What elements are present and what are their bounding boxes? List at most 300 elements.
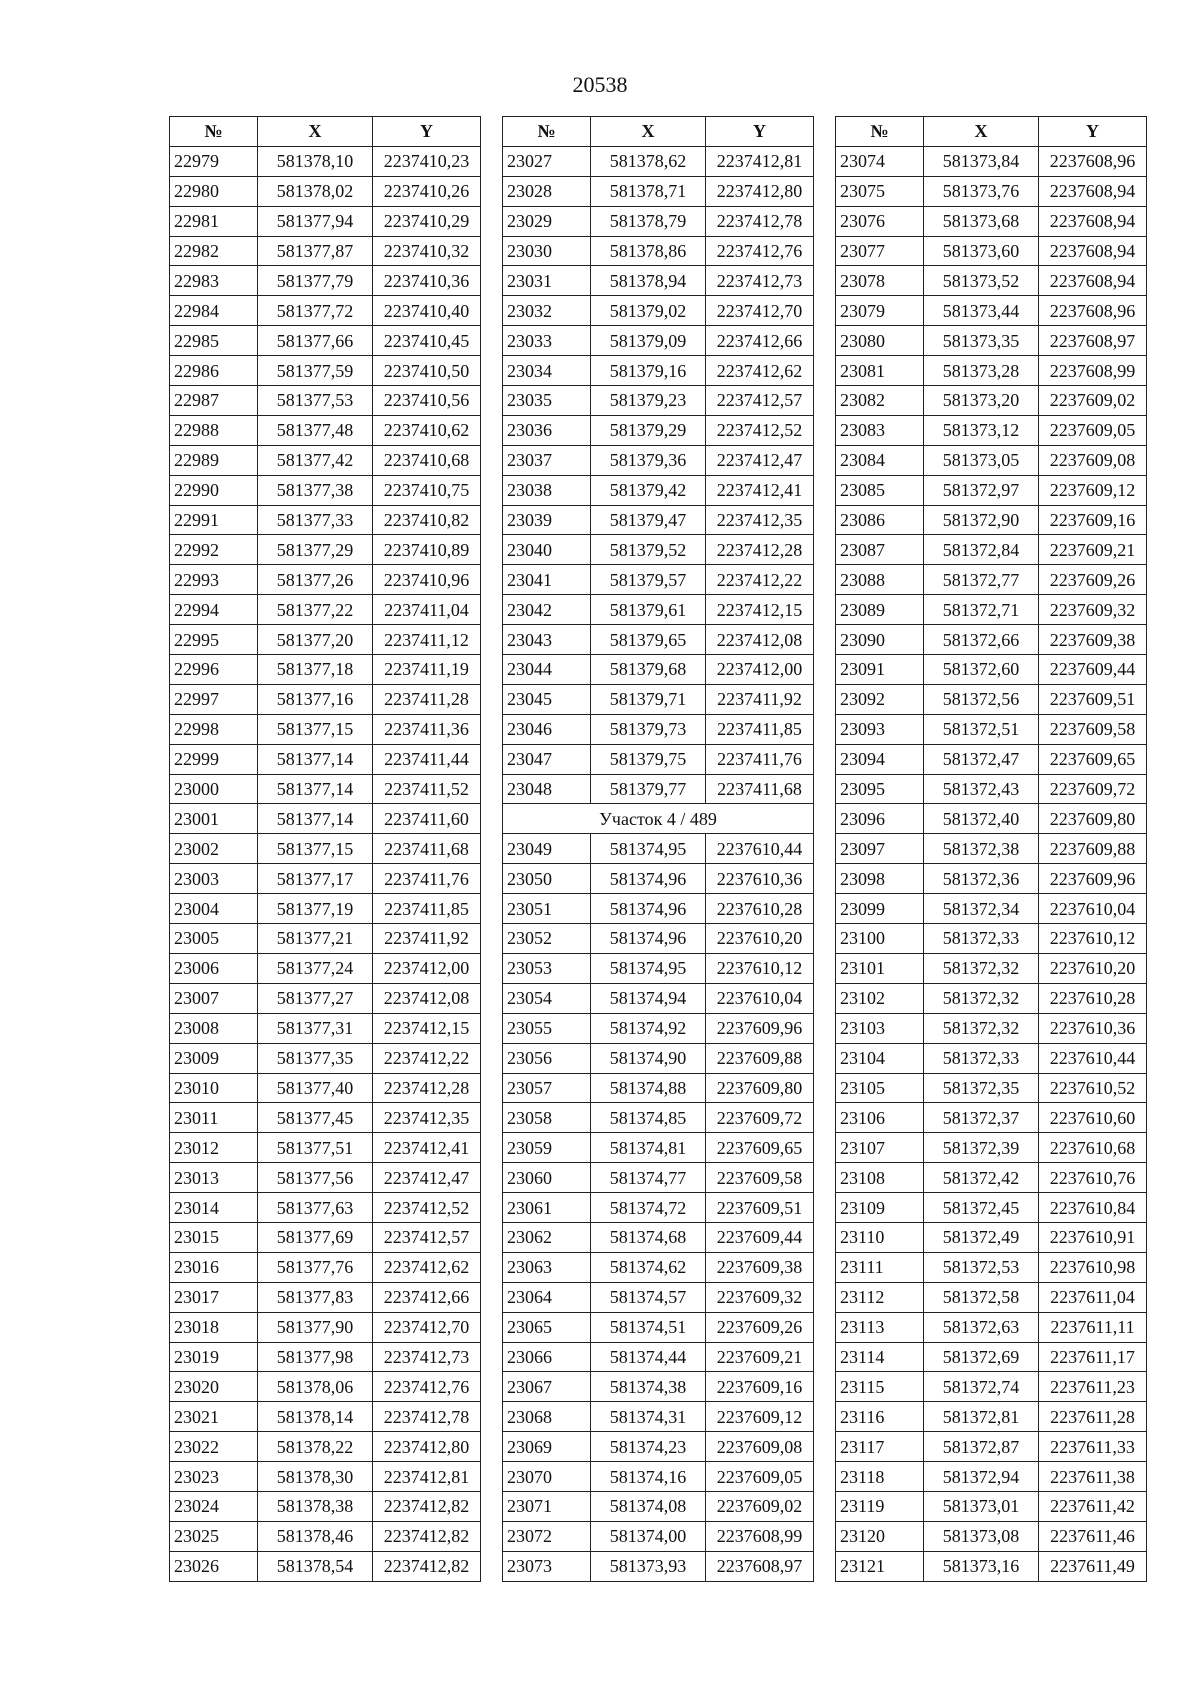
y-coordinate-cell: 2237411,60 (373, 804, 481, 834)
x-coordinate-cell: 581372,53 (924, 1252, 1039, 1282)
y-coordinate-cell: 2237410,26 (373, 176, 481, 206)
table-row (170, 1163, 481, 1193)
y-coordinate-cell: 2237411,68 (373, 834, 481, 864)
y-coordinate-cell: 2237412,81 (373, 1462, 481, 1492)
x-coordinate-cell: 581374,51 (591, 1312, 706, 1342)
x-coordinate-cell: 581378,22 (258, 1432, 373, 1462)
x-coordinate-cell: 581372,47 (924, 744, 1039, 774)
x-coordinate-cell: 581377,21 (258, 924, 373, 954)
point-number-cell: 23058 (503, 1103, 591, 1133)
point-number-cell: 23004 (170, 894, 258, 924)
x-coordinate-cell: 581373,52 (924, 266, 1039, 296)
point-number-cell: 23007 (170, 983, 258, 1013)
point-number-cell: 23088 (836, 565, 924, 595)
point-number-cell: 23051 (503, 894, 591, 924)
x-coordinate-cell: 581373,44 (924, 296, 1039, 326)
y-coordinate-cell: 2237609,16 (1039, 505, 1147, 535)
table-row (836, 804, 1147, 834)
table-row (170, 1222, 481, 1252)
y-coordinate-cell: 2237608,94 (1039, 236, 1147, 266)
x-coordinate-cell: 581373,16 (924, 1551, 1039, 1581)
point-number-cell: 23073 (503, 1551, 591, 1581)
table-row (170, 834, 481, 864)
point-number-cell: 23068 (503, 1402, 591, 1432)
y-coordinate-cell: 2237610,44 (706, 834, 814, 864)
table-row (836, 983, 1147, 1013)
point-number-cell: 23045 (503, 684, 591, 714)
y-coordinate-cell: 2237610,60 (1039, 1103, 1147, 1133)
table-row (836, 1222, 1147, 1252)
point-number-cell: 23026 (170, 1551, 258, 1581)
x-coordinate-cell: 581377,94 (258, 206, 373, 236)
y-coordinate-cell: 2237608,96 (1039, 146, 1147, 176)
point-number-cell: 23061 (503, 1193, 591, 1223)
x-coordinate-cell: 581379,73 (591, 714, 706, 744)
x-coordinate-cell: 581372,66 (924, 625, 1039, 655)
table-row (836, 714, 1147, 744)
x-coordinate-cell: 581377,76 (258, 1252, 373, 1282)
point-number-cell: 23101 (836, 953, 924, 983)
y-coordinate-cell: 2237411,92 (706, 684, 814, 714)
y-coordinate-cell: 2237410,68 (373, 445, 481, 475)
y-coordinate-cell: 2237412,73 (706, 266, 814, 296)
x-coordinate-cell: 581377,16 (258, 684, 373, 714)
y-coordinate-cell: 2237609,08 (1039, 445, 1147, 475)
table-row (170, 206, 481, 236)
table-row (170, 146, 481, 176)
point-number-cell: 23012 (170, 1133, 258, 1163)
y-coordinate-cell: 2237410,40 (373, 296, 481, 326)
table-row (170, 1372, 481, 1402)
y-coordinate-cell: 2237412,35 (706, 505, 814, 535)
x-coordinate-cell: 581378,86 (591, 236, 706, 266)
y-coordinate-cell: 2237611,42 (1039, 1491, 1147, 1521)
table-row (170, 266, 481, 296)
point-number-cell: 23042 (503, 595, 591, 625)
page-number: 20538 (572, 72, 628, 97)
y-coordinate-cell: 2237410,23 (373, 146, 481, 176)
point-number-cell: 23091 (836, 655, 924, 685)
column-header-x: X (258, 117, 373, 147)
table-row (170, 1252, 481, 1282)
y-coordinate-cell: 2237610,04 (706, 983, 814, 1013)
y-coordinate-cell: 2237410,32 (373, 236, 481, 266)
table-row (503, 236, 814, 266)
table-header-row (170, 117, 481, 147)
y-coordinate-cell: 2237610,28 (1039, 983, 1147, 1013)
y-coordinate-cell: 2237410,62 (373, 415, 481, 445)
point-number-cell: 22980 (170, 176, 258, 206)
x-coordinate-cell: 581374,38 (591, 1372, 706, 1402)
y-coordinate-cell: 2237609,51 (1039, 684, 1147, 714)
point-number-cell: 23021 (170, 1402, 258, 1432)
x-coordinate-cell: 581377,51 (258, 1133, 373, 1163)
x-coordinate-cell: 581373,05 (924, 445, 1039, 475)
table-row (836, 1043, 1147, 1073)
column-header-number: № (170, 117, 258, 147)
y-coordinate-cell: 2237412,82 (373, 1551, 481, 1581)
table-row (836, 266, 1147, 296)
table-row (836, 774, 1147, 804)
point-number-cell: 23013 (170, 1163, 258, 1193)
point-number-cell: 23039 (503, 505, 591, 535)
point-number-cell: 23090 (836, 625, 924, 655)
point-number-cell: 23085 (836, 475, 924, 505)
table-row (836, 1163, 1147, 1193)
table-row (836, 1521, 1147, 1551)
point-number-cell: 23094 (836, 744, 924, 774)
point-number-cell: 23059 (503, 1133, 591, 1163)
y-coordinate-cell: 2237412,66 (373, 1282, 481, 1312)
x-coordinate-cell: 581377,38 (258, 475, 373, 505)
table-row (836, 236, 1147, 266)
x-coordinate-cell: 581378,06 (258, 1372, 373, 1402)
y-coordinate-cell: 2237611,11 (1039, 1312, 1147, 1342)
y-coordinate-cell: 2237609,21 (706, 1342, 814, 1372)
x-coordinate-cell: 581372,35 (924, 1073, 1039, 1103)
table-row (503, 176, 814, 206)
point-number-cell: 23098 (836, 864, 924, 894)
y-coordinate-cell: 2237610,20 (706, 924, 814, 954)
point-number-cell: 23036 (503, 415, 591, 445)
x-coordinate-cell: 581377,66 (258, 326, 373, 356)
table-row (836, 146, 1147, 176)
x-coordinate-cell: 581377,22 (258, 595, 373, 625)
y-coordinate-cell: 2237412,52 (373, 1193, 481, 1223)
x-coordinate-cell: 581372,87 (924, 1432, 1039, 1462)
x-coordinate-cell: 581372,33 (924, 1043, 1039, 1073)
x-coordinate-cell: 581377,40 (258, 1073, 373, 1103)
y-coordinate-cell: 2237609,72 (706, 1103, 814, 1133)
table-header-row (503, 117, 814, 147)
table-row (503, 1103, 814, 1133)
table-row (836, 535, 1147, 565)
y-coordinate-cell: 2237611,23 (1039, 1372, 1147, 1402)
table-row (503, 386, 814, 416)
y-coordinate-cell: 2237412,57 (706, 386, 814, 416)
x-coordinate-cell: 581372,36 (924, 864, 1039, 894)
table-row (836, 1282, 1147, 1312)
point-number-cell: 22987 (170, 386, 258, 416)
table-row (170, 804, 481, 834)
coordinates-table-3 (835, 116, 1147, 1582)
point-number-cell: 23050 (503, 864, 591, 894)
table-row (836, 595, 1147, 625)
x-coordinate-cell: 581374,92 (591, 1013, 706, 1043)
point-number-cell: 23117 (836, 1432, 924, 1462)
y-coordinate-cell: 2237411,04 (373, 595, 481, 625)
point-number-cell: 23016 (170, 1252, 258, 1282)
point-number-cell: 23096 (836, 804, 924, 834)
x-coordinate-cell: 581374,44 (591, 1342, 706, 1372)
y-coordinate-cell: 2237412,22 (373, 1043, 481, 1073)
table-row (836, 1073, 1147, 1103)
table-row (836, 1491, 1147, 1521)
point-number-cell: 23034 (503, 356, 591, 386)
x-coordinate-cell: 581377,33 (258, 505, 373, 535)
y-coordinate-cell: 2237411,52 (373, 774, 481, 804)
point-number-cell: 23046 (503, 714, 591, 744)
x-coordinate-cell: 581379,47 (591, 505, 706, 535)
x-coordinate-cell: 581379,57 (591, 565, 706, 595)
table-row (170, 983, 481, 1013)
x-coordinate-cell: 581374,96 (591, 924, 706, 954)
x-coordinate-cell: 581372,58 (924, 1282, 1039, 1312)
x-coordinate-cell: 581377,72 (258, 296, 373, 326)
x-coordinate-cell: 581377,20 (258, 625, 373, 655)
y-coordinate-cell: 2237412,62 (373, 1252, 481, 1282)
x-coordinate-cell: 581372,94 (924, 1462, 1039, 1492)
x-coordinate-cell: 581377,18 (258, 655, 373, 685)
point-number-cell: 23022 (170, 1432, 258, 1462)
y-coordinate-cell: 2237412,41 (706, 475, 814, 505)
x-coordinate-cell: 581373,20 (924, 386, 1039, 416)
table-row (170, 445, 481, 475)
y-coordinate-cell: 2237610,12 (1039, 924, 1147, 954)
y-coordinate-cell: 2237610,04 (1039, 894, 1147, 924)
x-coordinate-cell: 581378,38 (258, 1491, 373, 1521)
point-number-cell: 23005 (170, 924, 258, 954)
point-number-cell: 23111 (836, 1252, 924, 1282)
table-row (503, 1163, 814, 1193)
table-row (170, 415, 481, 445)
point-number-cell: 22996 (170, 655, 258, 685)
table-row (836, 386, 1147, 416)
table-row (170, 1013, 481, 1043)
y-coordinate-cell: 2237609,58 (1039, 714, 1147, 744)
y-coordinate-cell: 2237609,44 (1039, 655, 1147, 685)
table-row (503, 625, 814, 655)
point-number-cell: 23071 (503, 1491, 591, 1521)
table-row (503, 1402, 814, 1432)
y-coordinate-cell: 2237610,44 (1039, 1043, 1147, 1073)
table-row (503, 1342, 814, 1372)
table-row (836, 744, 1147, 774)
table-row (503, 834, 814, 864)
y-coordinate-cell: 2237609,12 (1039, 475, 1147, 505)
y-coordinate-cell: 2237412,76 (706, 236, 814, 266)
point-number-cell: 23077 (836, 236, 924, 266)
table-row (836, 684, 1147, 714)
point-number-cell: 23080 (836, 326, 924, 356)
y-coordinate-cell: 2237611,28 (1039, 1402, 1147, 1432)
y-coordinate-cell: 2237608,97 (1039, 326, 1147, 356)
y-coordinate-cell: 2237411,76 (706, 744, 814, 774)
y-coordinate-cell: 2237610,76 (1039, 1163, 1147, 1193)
table-row (170, 296, 481, 326)
x-coordinate-cell: 581377,69 (258, 1222, 373, 1252)
y-coordinate-cell: 2237411,85 (706, 714, 814, 744)
table-row (503, 445, 814, 475)
table-row (170, 1342, 481, 1372)
point-number-cell: 23116 (836, 1402, 924, 1432)
table-row (503, 1282, 814, 1312)
y-coordinate-cell: 2237411,36 (373, 714, 481, 744)
x-coordinate-cell: 581379,68 (591, 655, 706, 685)
table-row (836, 953, 1147, 983)
y-coordinate-cell: 2237410,45 (373, 326, 481, 356)
table-row (503, 684, 814, 714)
table-row (503, 1462, 814, 1492)
x-coordinate-cell: 581378,30 (258, 1462, 373, 1492)
column-header-number: № (836, 117, 924, 147)
table-row (503, 744, 814, 774)
table-row (503, 1551, 814, 1581)
y-coordinate-cell: 2237609,21 (1039, 535, 1147, 565)
x-coordinate-cell: 581372,74 (924, 1372, 1039, 1402)
coordinates-table-2 (502, 116, 814, 1582)
x-coordinate-cell: 581373,76 (924, 176, 1039, 206)
x-coordinate-cell: 581374,81 (591, 1133, 706, 1163)
point-number-cell: 23107 (836, 1133, 924, 1163)
y-coordinate-cell: 2237609,26 (706, 1312, 814, 1342)
table-row (170, 1462, 481, 1492)
point-number-cell: 22990 (170, 475, 258, 505)
y-coordinate-cell: 2237412,70 (706, 296, 814, 326)
point-number-cell: 23043 (503, 625, 591, 655)
y-coordinate-cell: 2237411,85 (373, 894, 481, 924)
y-coordinate-cell: 2237412,66 (706, 326, 814, 356)
x-coordinate-cell: 581377,19 (258, 894, 373, 924)
x-coordinate-cell: 581374,96 (591, 864, 706, 894)
table-row (503, 206, 814, 236)
table-row (836, 1133, 1147, 1163)
table-row (170, 684, 481, 714)
point-number-cell: 23063 (503, 1252, 591, 1282)
y-coordinate-cell: 2237410,75 (373, 475, 481, 505)
y-coordinate-cell: 2237412,70 (373, 1312, 481, 1342)
table-row (503, 505, 814, 535)
y-coordinate-cell: 2237609,05 (1039, 415, 1147, 445)
x-coordinate-cell: 581372,60 (924, 655, 1039, 685)
point-number-cell: 23025 (170, 1521, 258, 1551)
x-coordinate-cell: 581377,14 (258, 774, 373, 804)
x-coordinate-cell: 581372,33 (924, 924, 1039, 954)
y-coordinate-cell: 2237611,04 (1039, 1282, 1147, 1312)
x-coordinate-cell: 581377,29 (258, 535, 373, 565)
table-row (170, 595, 481, 625)
y-coordinate-cell: 2237610,28 (706, 894, 814, 924)
table-row (170, 1043, 481, 1073)
y-coordinate-cell: 2237412,81 (706, 146, 814, 176)
y-coordinate-cell: 2237412,35 (373, 1103, 481, 1133)
point-number-cell: 23047 (503, 744, 591, 774)
table-row (836, 894, 1147, 924)
point-number-cell: 23018 (170, 1312, 258, 1342)
point-number-cell: 23082 (836, 386, 924, 416)
table-row (503, 1222, 814, 1252)
table-row (503, 1193, 814, 1223)
x-coordinate-cell: 581373,93 (591, 1551, 706, 1581)
y-coordinate-cell: 2237610,20 (1039, 953, 1147, 983)
table-row (170, 1312, 481, 1342)
table-row (503, 1372, 814, 1402)
point-number-cell: 23074 (836, 146, 924, 176)
y-coordinate-cell: 2237412,28 (706, 535, 814, 565)
y-coordinate-cell: 2237609,65 (1039, 744, 1147, 774)
y-coordinate-cell: 2237412,08 (373, 983, 481, 1013)
x-coordinate-cell: 581379,52 (591, 535, 706, 565)
x-coordinate-cell: 581372,77 (924, 565, 1039, 595)
x-coordinate-cell: 581374,68 (591, 1222, 706, 1252)
x-coordinate-cell: 581374,72 (591, 1193, 706, 1223)
x-coordinate-cell: 581372,34 (924, 894, 1039, 924)
x-coordinate-cell: 581374,57 (591, 1282, 706, 1312)
x-coordinate-cell: 581377,24 (258, 953, 373, 983)
y-coordinate-cell: 2237410,56 (373, 386, 481, 416)
x-coordinate-cell: 581374,62 (591, 1252, 706, 1282)
table-row (836, 415, 1147, 445)
table-row (170, 565, 481, 595)
table-row (836, 1013, 1147, 1043)
y-coordinate-cell: 2237609,58 (706, 1163, 814, 1193)
section-row (503, 804, 814, 834)
table-row (836, 655, 1147, 685)
point-number-cell: 23102 (836, 983, 924, 1013)
x-coordinate-cell: 581374,31 (591, 1402, 706, 1432)
column-header-y: Y (706, 117, 814, 147)
y-coordinate-cell: 2237609,96 (1039, 864, 1147, 894)
y-coordinate-cell: 2237412,15 (373, 1013, 481, 1043)
x-coordinate-cell: 581377,63 (258, 1193, 373, 1223)
x-coordinate-cell: 581372,56 (924, 684, 1039, 714)
x-coordinate-cell: 581372,45 (924, 1193, 1039, 1223)
point-number-cell: 23027 (503, 146, 591, 176)
point-number-cell: 22981 (170, 206, 258, 236)
point-number-cell: 22979 (170, 146, 258, 176)
y-coordinate-cell: 2237609,80 (706, 1073, 814, 1103)
point-number-cell: 23053 (503, 953, 591, 983)
x-coordinate-cell: 581372,69 (924, 1342, 1039, 1372)
x-coordinate-cell: 581374,95 (591, 953, 706, 983)
table-row (170, 1133, 481, 1163)
x-coordinate-cell: 581379,77 (591, 774, 706, 804)
x-coordinate-cell: 581379,09 (591, 326, 706, 356)
table-row (503, 864, 814, 894)
table-row (503, 565, 814, 595)
y-coordinate-cell: 2237411,12 (373, 625, 481, 655)
table-row (836, 1432, 1147, 1462)
table-row (170, 1103, 481, 1133)
point-number-cell: 22995 (170, 625, 258, 655)
table-row (836, 565, 1147, 595)
point-number-cell: 23000 (170, 774, 258, 804)
x-coordinate-cell: 581374,08 (591, 1491, 706, 1521)
x-coordinate-cell: 581374,90 (591, 1043, 706, 1073)
point-number-cell: 23055 (503, 1013, 591, 1043)
x-coordinate-cell: 581377,83 (258, 1282, 373, 1312)
table-row (836, 924, 1147, 954)
x-coordinate-cell: 581377,87 (258, 236, 373, 266)
point-number-cell: 23100 (836, 924, 924, 954)
point-number-cell: 23041 (503, 565, 591, 595)
y-coordinate-cell: 2237410,36 (373, 266, 481, 296)
point-number-cell: 23029 (503, 206, 591, 236)
point-number-cell: 23079 (836, 296, 924, 326)
point-number-cell: 23114 (836, 1342, 924, 1372)
x-coordinate-cell: 581377,15 (258, 834, 373, 864)
coordinates-table-1 (169, 116, 481, 1582)
y-coordinate-cell: 2237610,98 (1039, 1252, 1147, 1282)
y-coordinate-cell: 2237412,82 (373, 1491, 481, 1521)
point-number-cell: 23001 (170, 804, 258, 834)
point-number-cell: 23014 (170, 1193, 258, 1223)
table-row (836, 1551, 1147, 1581)
table-row (836, 356, 1147, 386)
point-number-cell: 23092 (836, 684, 924, 714)
y-coordinate-cell: 2237608,97 (706, 1551, 814, 1581)
point-number-cell: 23060 (503, 1163, 591, 1193)
